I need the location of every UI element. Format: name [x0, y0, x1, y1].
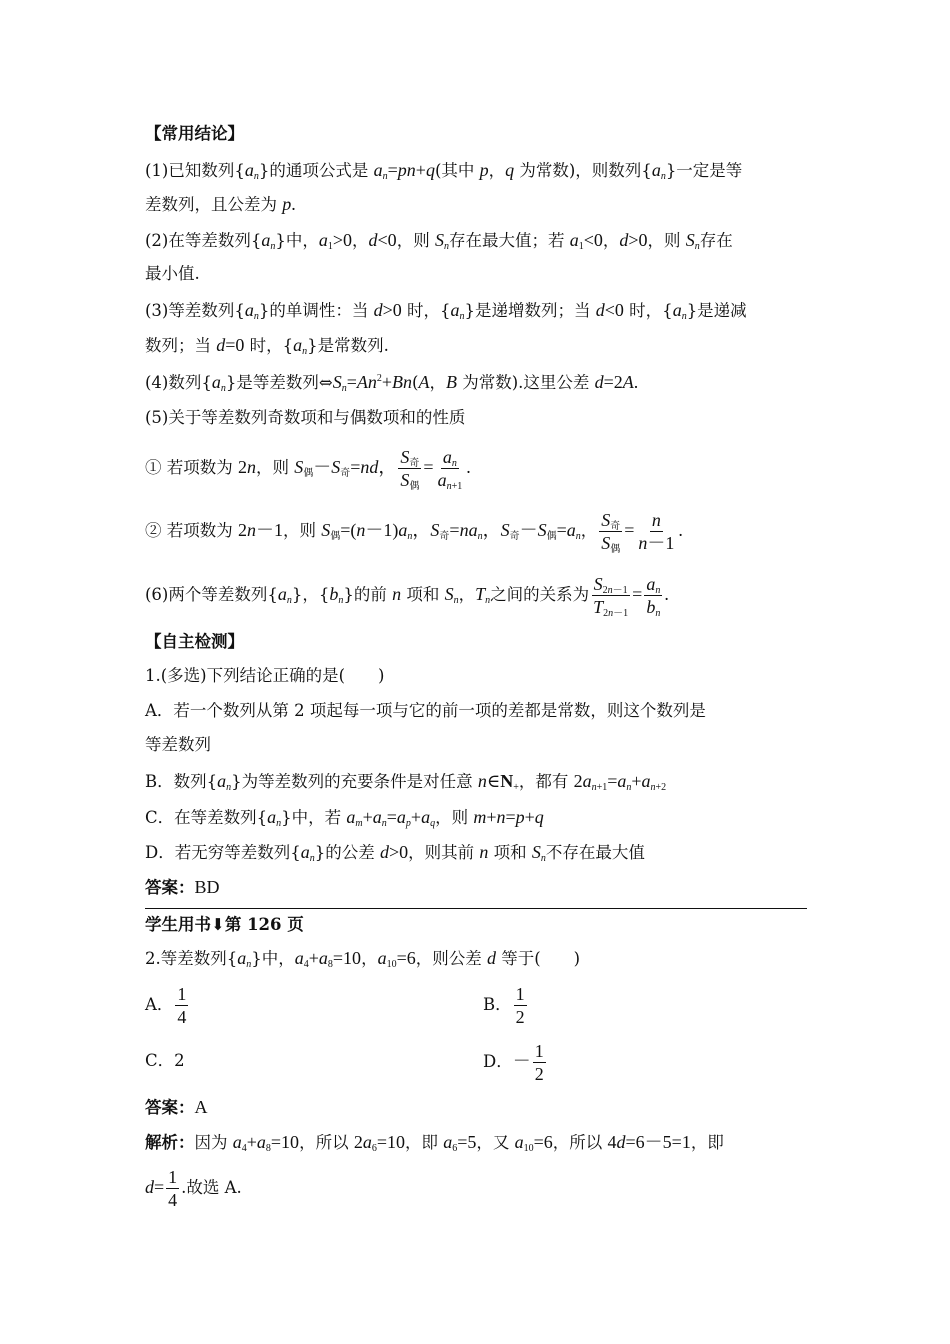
solution-line-2: d= $\frac{1}{4}$ .故选 A.: [145, 1167, 242, 1210]
fraction-an-over-an1: $\frac{a_n}{a_{n+1}}$: [437, 447, 463, 492]
conclusion-6: (6)两个等差数列$\{a_n\}$，$\{b_n\}$的前 n 项和 $S_n$，$T_n$之间的关系为 $\frac{S_{2n-1}}{T_{2n-1}}$ = $\frac{a_n}{b_n}$ .: [145, 574, 669, 619]
divider: [145, 908, 807, 909]
question-2-option-a: A． $\frac{1}{4}$: [145, 984, 187, 1027]
question-1-option-d: D．若无穷等差数列$\{a_n\}$的公差 d>0，则其前 n 项和 $S_n$不存在最大值: [145, 842, 645, 864]
question-1: 1.(多选)下列结论正确的是( ): [145, 666, 385, 685]
question-2-option-c: C．2: [145, 1051, 185, 1070]
conclusions-heading: 【常用结论】: [145, 124, 244, 143]
question-1-option-a-line-1: A．若一个数列从第 2 项起每一项与它的前一项的差都是常数，则这个数列是: [145, 701, 706, 720]
question-2: 2.等差数列$\{a_n\}$中，$a_4+a_8=10$，$a_{10}=6$，则公差 d 等于( ): [145, 948, 581, 970]
conclusion-2-line-2: 最小值.: [145, 264, 200, 283]
fraction-s2n1-over-t2n1: $\frac{S_{2n-1}}{T_{2n-1}}$: [593, 574, 629, 619]
question-2-option-d: D．－ $\frac{1}{2}$: [483, 1041, 544, 1084]
fraction-an-over-bn: $\frac{a_n}{b_n}$: [646, 574, 661, 619]
conclusion-1-line-1: (1)已知数列$\{a_n\}$的通项公式是 $a_n=pn+q$(其中 p，q 为常数)，则数列$\{a_n\}$一定是等: [145, 160, 743, 182]
conclusion-3-line-2: 数列；当 d=0 时，$\{a_n\}$是常数列.: [145, 335, 389, 357]
question-1-option-a-line-2: 等差数列: [145, 735, 211, 754]
fraction-s-odd-over-s-even: $\frac{S_奇}{S_偶}$: [400, 447, 420, 492]
conclusion-5-item-1: ① 若项数为 2n，则 $S_偶-S_奇=nd$， $\frac{S_奇}{S_偶}$ = $\frac{a_n}{a_{n+1}}$ .: [145, 447, 471, 492]
conclusion-5-item-2: ② 若项数为 2n－1，则 $S_偶=(n-1)a_n$，$S_奇=na_n$，$S_奇-S_偶=a_n$， $\frac{S_奇}{S_偶}$ = $\frac{n}{n-1}$ .: [145, 510, 683, 555]
fraction-s-odd-over-s-even-2: $\frac{S_奇}{S_偶}$: [601, 510, 621, 555]
question-2-answer: 答案：A: [145, 1097, 208, 1117]
conclusion-3-line-1: (3)等差数列$\{a_n\}$的单调性：当 d>0 时，$\{a_n\}$是递增数列；当 d<0 时，$\{a_n\}$是递减: [145, 300, 747, 322]
page-reference: 学生用书⬇第 126 页: [145, 915, 304, 934]
question-1-option-c: C．在等差数列$\{a_n\}$中，若 $a_m+a_n=a_p+a_q$，则 m+n=p+q: [145, 807, 544, 829]
question-1-answer: 答案：BD: [145, 877, 220, 897]
solution-line-1: 解析：因为 $a_4+a_8=10$，所以 $2a_6=10$，即 $a_6=5$，又 $a_{10}=6$，所以 4d=6－5=1，即: [145, 1132, 724, 1154]
conclusion-2-line-1: (2)在等差数列$\{a_n\}$中，$a_1>0$，d<0，则 $S_n$存在最大值；若 $a_1<0$，d>0，则 $S_n$存在: [145, 230, 733, 252]
question-1-option-b: B．数列$\{a_n\}$为等差数列的充要条件是对任意 $n\in N_+$，都有 $2a_{n+1}=a_n+a_{n+2}$: [145, 771, 667, 793]
question-2-option-b: B． $\frac{1}{2}$: [483, 984, 525, 1027]
self-check-heading: 【自主检测】: [145, 632, 244, 651]
conclusion-1-line-2: 差数列，且公差为 p.: [145, 194, 296, 214]
conclusion-4: (4)数列$\{a_n\}$是等差数列$\Leftrightarrow S_n=An^2+Bn(A$，B 为常数).这里公差 d=2A.: [145, 372, 639, 394]
fraction-n-over-n-minus-1: $\frac{n}{n-1}$: [638, 510, 675, 553]
conclusion-5: (5)关于等差数列奇数项和与偶数项和的性质: [145, 408, 466, 427]
